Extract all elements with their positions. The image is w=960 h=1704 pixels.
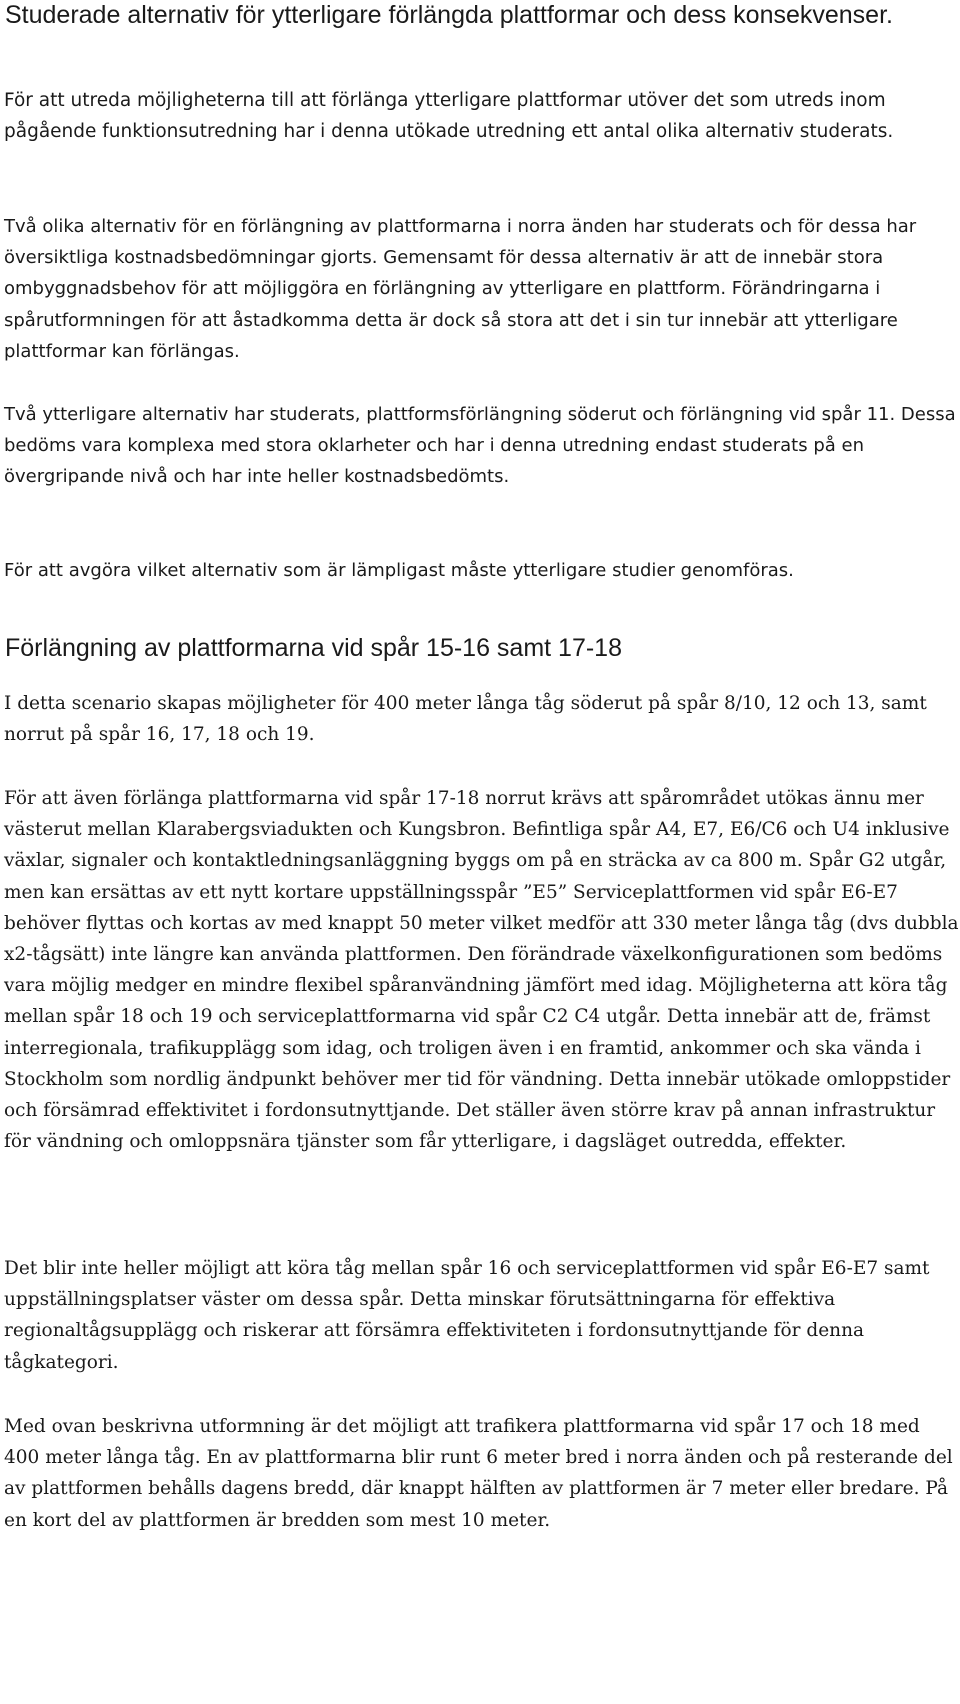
- paragraph-service-platform: Det blir inte heller möjligt att köra tåg mellan spår 16 och serviceplattformen vid spår E6-E7 samt uppställningsplatser väster om dessa spår. Detta minskar förutsättningarna för effektiva regionaltågsupplägg och riskerar att försämra effektiviteten i fordonsutnyttjande för denna tågkategori.: [4, 1258, 930, 1373]
- paragraph-further-alternatives: Två ytterligare alternativ har studerats, plattformsförlängning söderut och förlängning vid spår 11. Dessa bedöms vara komplexa med stora oklarheter och har i denna utredning endast studerats på en övergripande nivå och har inte heller kostnadsbedömts.: [4, 404, 956, 488]
- paragraph-track-changes: För att även förlänga plattformarna vid spår 17-18 norrut krävs att spårområdet utökas ännu mer västerut mellan Klarabergsviadukten och Kungsbron. Befintliga spår A4, E7, E6/C6 och U4 inklusive växlar, signaler och kontaktledningsanläggning byggs om på en sträcka av ca 800 m. Spår G2 utgår, men kan ersättas av ett nytt kortare uppställningsspår ”E5” Serviceplattformen vid spår E6-E7 behöver flyttas och kortas av med knappt 50 meter vilket medför att 330 meter långa tåg (dvs dubbla x2-tågsätt) inte längre kan använda plattformen. Den förändrade växelkonfigurationen som bedöms vara möjlig medger en mindre flexibel spåranvändning jämfört med idag. Möjligheterna att köra tåg mellan spår 18 och 19 och serviceplattformarna vid spår C2 C4 utgår. Detta innebär att de, främst interregionala, trafikupplägg som idag, och troligen även i en framtid, ankommer och ska vända i Stockholm som nordlig ändpunkt behöver mer tid för vändning. Detta innebär utökade omloppstider och försämrad effektivitet i fordonsutnyttjande. Det ställer även större krav på annan infrastruktur för vändning och omloppsnära tjänster som får ytterligare, i dagsläget outredda, effekter.: [4, 788, 959, 1153]
- section-heading: Studerade alternativ för ytterligare förlängda plattformar och dess konsekvenser.: [5, 1, 893, 29]
- paragraph-scenario: I detta scenario skapas möjligheter för 400 meter långa tåg söderut på spår 8/10, 12 och 13, samt norrut på spår 16, 17, 18 och 19.: [4, 693, 927, 746]
- paragraph-conclusion: För att avgöra vilket alternativ som är lämpligast måste ytterligare studier genomföras.: [4, 560, 794, 581]
- paragraph-intro: För att utreda möjligheterna till att förlänga ytterligare plattformar utöver det som utreds inom pågående funktionsutredning har i denna utökade utredning ett antal olika alternativ studerats.: [4, 90, 894, 143]
- paragraph-platform-width: Med ovan beskrivna utformning är det möjligt att trafikera plattformarna vid spår 17 och 18 med 400 meter långa tåg. En av plattformarna blir runt 6 meter bred i norra änden och på resterande del av plattformen behålls dagens bredd, där knappt hälften av plattformen är 7 meter eller bredare. På en kort del av plattformen är bredden som mest 10 meter.: [4, 1416, 953, 1531]
- paragraph-north-alternatives: Två olika alternativ för en förlängning av plattformarna i norra änden har studerats och för dessa har översiktliga kostnadsbedömningar gjorts. Gemensamt för dessa alternativ är att de innebär stora ombyggnadsbehov för att möjliggöra en förlängning av ytterligare en plattform. Förändringarna i spårutformningen för att åstadkomma detta är dock så stora att det i sin tur innebär att ytterligare plattformar kan förlängas.: [4, 216, 917, 362]
- subsection-heading: Förlängning av plattformarna vid spår 15-16 samt 17-18: [5, 634, 622, 662]
